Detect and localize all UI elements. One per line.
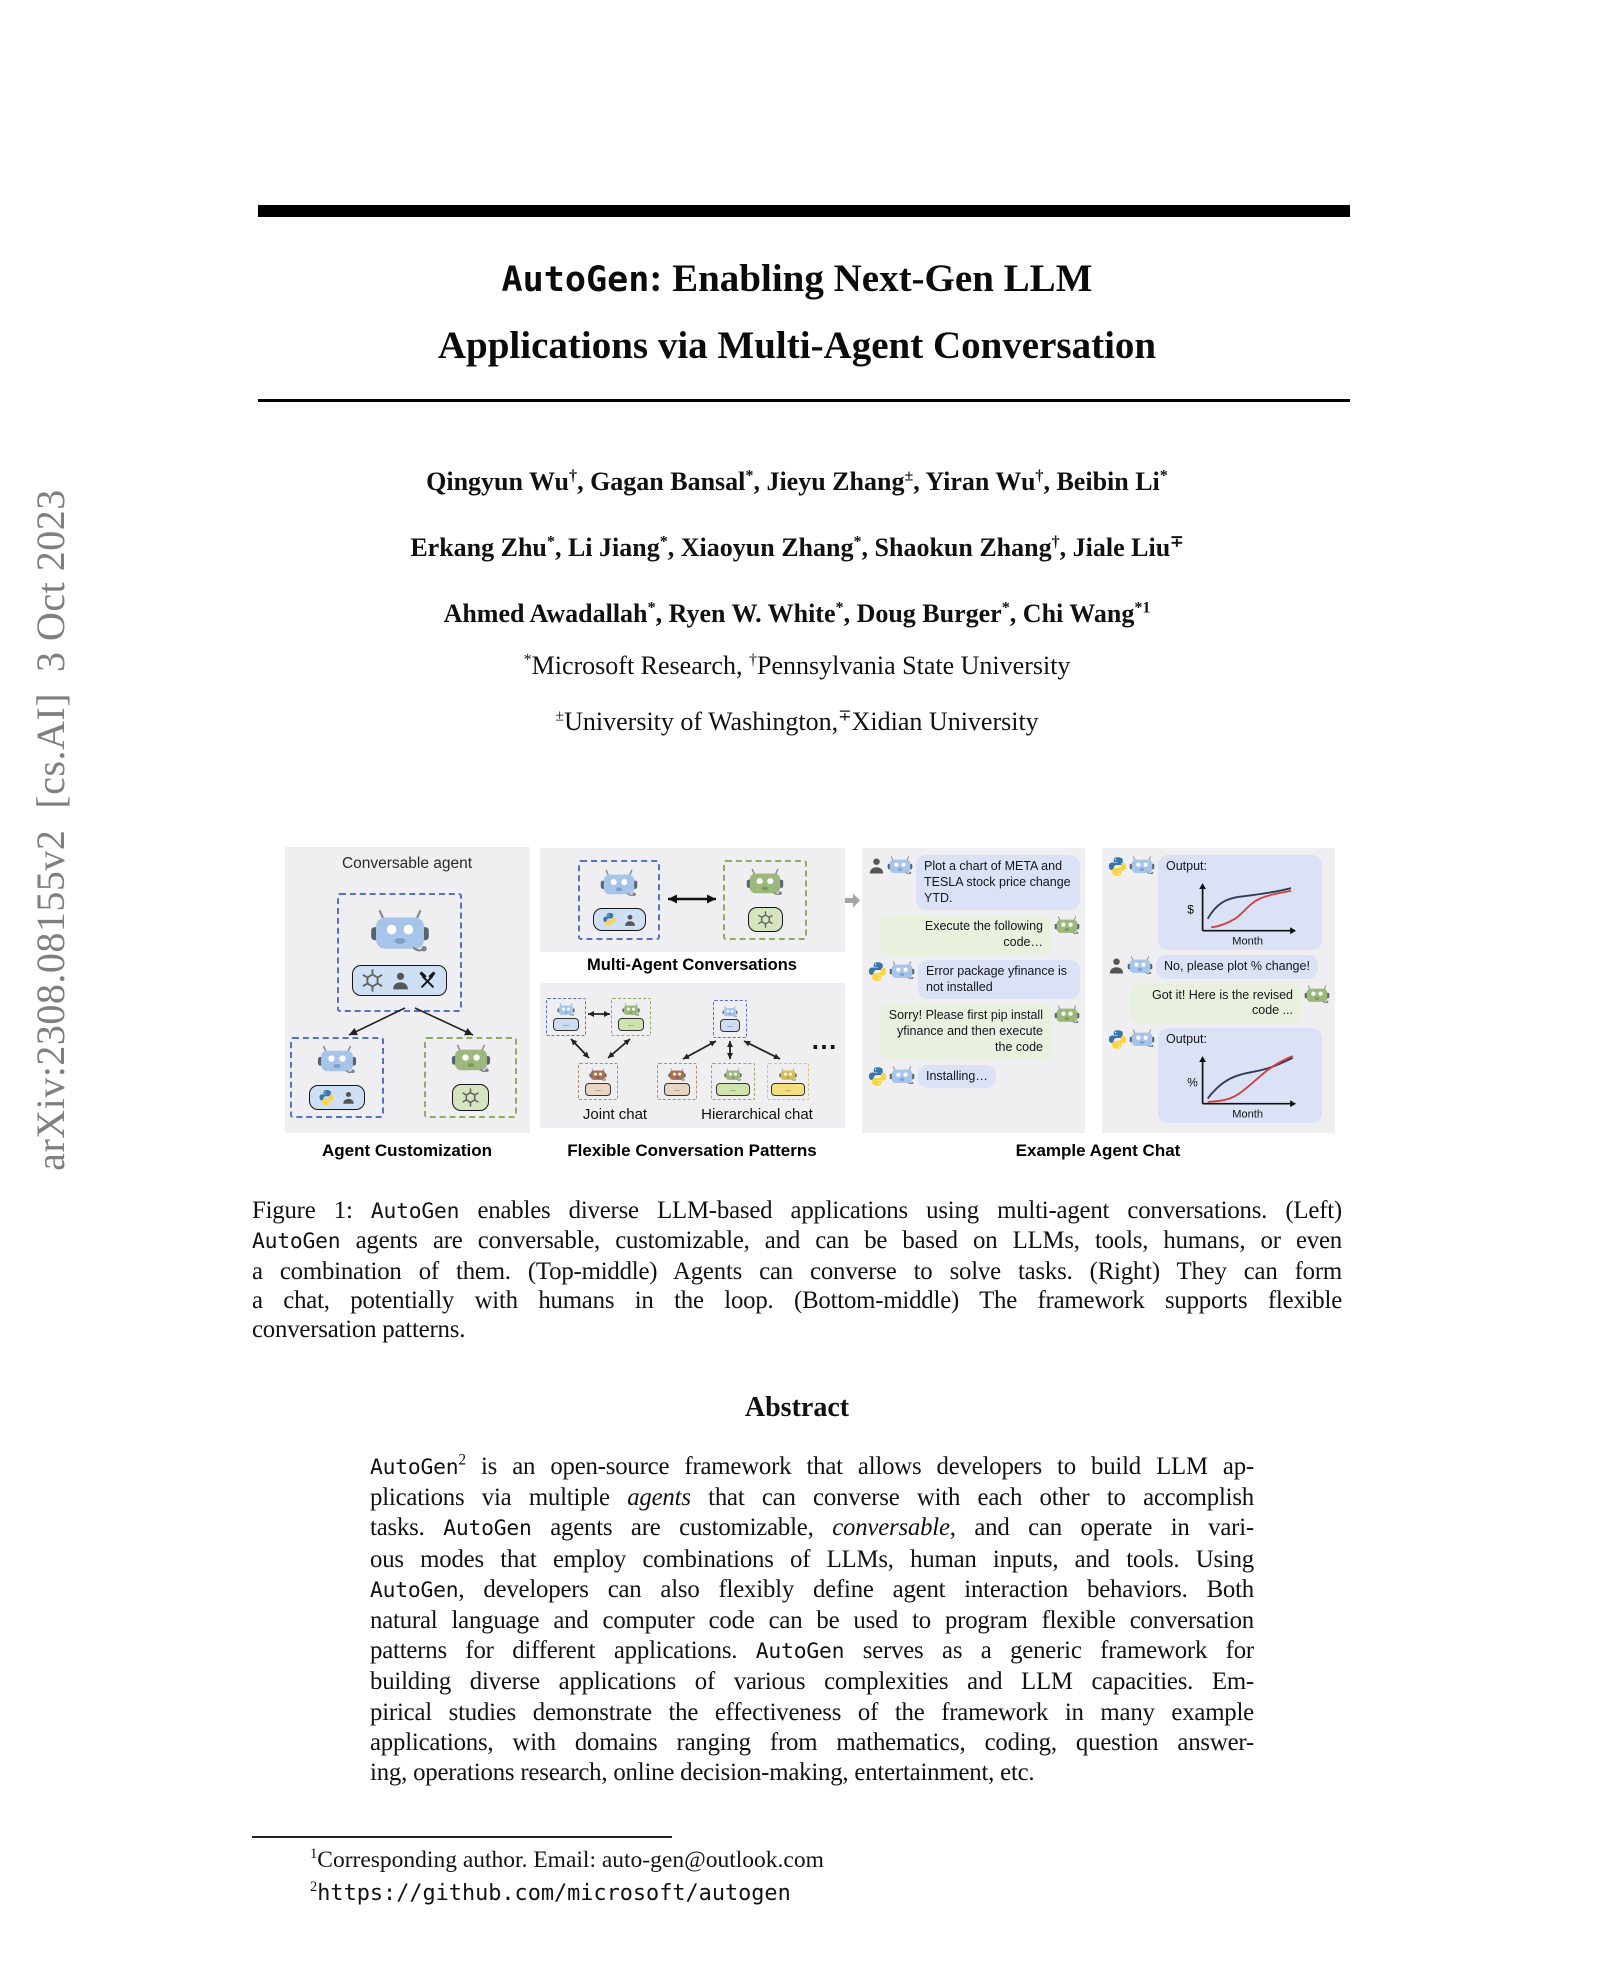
robot-icon-green	[1054, 1005, 1080, 1025]
robot-icon-green	[1304, 985, 1330, 1005]
chat-bubble: Installing…	[918, 1065, 996, 1089]
mini-message: ...	[664, 1083, 690, 1096]
caption-example-chat: Example Agent Chat	[1015, 1141, 1181, 1160]
paper-title-line2: Applications via Multi-Agent Conversation	[437, 324, 1157, 367]
python-icon	[867, 1066, 888, 1087]
chat-bubble: Error package yfinance is not installed	[918, 960, 1080, 1000]
caption-agent-customization: Agent Customization	[322, 1141, 492, 1160]
text-line: tasks. AutoGen agents are customizable, conversable, and can operate in vari-	[370, 1514, 1254, 1542]
paper-title	[252, 246, 1342, 379]
author-name: Ahmed Awadallah	[443, 599, 648, 628]
chat-message	[1107, 955, 1330, 979]
mini-message: ...	[618, 1018, 644, 1031]
person-icon	[623, 913, 637, 927]
robot-icon-blue	[889, 1066, 915, 1086]
chat-bubble: Got it! Here is the revised code ...	[1130, 984, 1301, 1024]
agent-box-green	[723, 860, 807, 940]
tools-icon	[417, 970, 438, 991]
arxiv-watermark: arXiv:2308.08155v2 [cs.AI] 3 Oct 2023	[28, 489, 73, 1171]
author-name: Jieyu Zhang	[766, 467, 905, 496]
conversation-arrow	[663, 890, 721, 908]
robot-icon-blue	[370, 909, 430, 956]
multi-agent-label: Multi-Agent Conversations	[587, 956, 797, 974]
mini-message: ...	[585, 1083, 611, 1096]
openai-icon	[361, 969, 384, 992]
text-line: building diverse applications of various complexities and LLM capacities. Em-	[370, 1668, 1254, 1696]
robot-icon-green	[451, 1044, 491, 1075]
figure-caption	[252, 1196, 1342, 1344]
text-line: patterns for different applications. AutoGen serves as a generic framework for	[370, 1637, 1254, 1665]
text-line: ing, operations research, online decision-making, entertainment, etc.	[370, 1759, 1035, 1787]
footnote: $^1$Corresponding author. Email: auto-gen@outlook.com	[310, 1846, 824, 1873]
text-line: AutoGen agents are conversable, customizable, and can be based on LLMs, tools, humans, or even	[252, 1227, 1342, 1255]
author-list	[252, 452, 1342, 650]
robot-icon-blue	[889, 961, 915, 981]
caption-flexible-patterns: Flexible Conversation Patterns	[567, 1141, 817, 1160]
title-bottom-rule	[258, 399, 1350, 402]
svg-text:$: $	[1187, 902, 1194, 917]
text-line: pirical studies demonstrate the effectiveness of the framework in many example	[370, 1698, 1254, 1726]
author-name: Qingyun Wu	[426, 467, 569, 496]
chat-avatars	[1107, 955, 1153, 976]
chat-message	[1107, 984, 1330, 1024]
python-icon	[318, 1089, 335, 1106]
python-icon	[1107, 1029, 1128, 1050]
person-icon	[390, 970, 411, 991]
capability-pill	[452, 1084, 489, 1111]
agent-box-human-tool	[290, 1037, 384, 1118]
author-line: Erkang Zhu*, Li Jiang*, Xiaoyun Zhang*, Shaokun Zhang†, Jiale Liu∓	[410, 533, 1184, 562]
stock-chart-dollar	[1180, 878, 1300, 946]
joint-chat-label: Joint chat	[582, 1106, 648, 1123]
text-line: plications via multiple agents that can converse with each other to accomplish	[370, 1484, 1254, 1512]
mini-message: ...	[553, 1018, 579, 1031]
conversable-agent-box	[337, 893, 462, 1012]
chat-bubble: Plot a chart of META and TESLA stock price change YTD.	[916, 855, 1080, 910]
author-line: Qingyun Wu†, Gagan Bansal*, Jieyu Zhang±, Yiran Wu†, Beibin Li*	[426, 467, 1168, 496]
chat-bubble: Execute the following code…	[880, 915, 1051, 955]
python-icon	[867, 961, 888, 982]
author-name: Chi Wang	[1022, 599, 1135, 628]
abstract-heading: Abstract	[744, 1392, 850, 1423]
chat-message	[867, 1065, 1080, 1089]
chat-avatars	[867, 855, 913, 876]
customization-arrows	[325, 1006, 490, 1040]
svg-text:Month: Month	[1232, 1108, 1264, 1119]
chat-message	[867, 1004, 1080, 1059]
capability-pill	[748, 907, 783, 932]
robot-icon-blue	[1129, 856, 1155, 876]
robot-icon-blue	[600, 869, 638, 899]
chat-message	[867, 960, 1080, 1000]
author-name: Beibin Li	[1056, 467, 1160, 496]
chat-message	[1107, 855, 1330, 950]
footnotes	[252, 1844, 1342, 1910]
openai-icon	[461, 1088, 480, 1107]
agent-box-blue	[578, 860, 660, 940]
author-name: Shaokun Zhang	[874, 533, 1052, 562]
affiliation-line: *Microsoft Research, †Pennsylvania State University	[523, 651, 1071, 680]
abstract-body	[370, 1452, 1254, 1788]
chat-message	[867, 855, 1080, 910]
openai-icon	[757, 911, 774, 928]
affiliations	[252, 640, 1342, 752]
chat-bubble: Output: % Month	[1158, 1028, 1322, 1123]
robot-icon-blue	[1129, 1029, 1155, 1049]
person-icon	[341, 1090, 356, 1105]
chat-column-2	[1102, 848, 1335, 1133]
text-line: conversation patterns.	[252, 1316, 466, 1344]
footnote: $^2$https://github.com/microsoft/autogen	[310, 1879, 791, 1906]
python-icon	[1107, 856, 1128, 877]
author-name: Doug Burger	[856, 599, 1002, 628]
text-line: a combination of them. (Top-middle) Agents can converse to solve tasks. (Right) They can form	[252, 1257, 1342, 1285]
text-line: Figure 1: AutoGen enables diverse LLM-based applications using multi-agent conversations. (Left)	[252, 1197, 1342, 1224]
text-line: AutoGen$^2$ is an open-source framework that allows developers to build LLM ap-	[370, 1451, 1254, 1480]
flow-arrow-icon	[844, 892, 861, 909]
paper-title-line1: AutoGen: Enabling Next-Gen LLM	[501, 257, 1093, 300]
capability-pill	[352, 965, 447, 996]
agent-box-llm	[424, 1037, 517, 1118]
robot-icon-green	[746, 868, 784, 898]
more-patterns-ellipsis: ⋯	[811, 1031, 838, 1061]
robot-icon-blue	[1127, 956, 1153, 976]
text-line: a chat, potentially with humans in the loop. (Bottom-middle) The framework supports flexible	[252, 1286, 1342, 1314]
chat-column-1	[862, 848, 1085, 1133]
person-icon	[867, 856, 886, 875]
text-line: applications, with domains ranging from mathematics, coding, question answer-	[370, 1728, 1254, 1756]
text-line: AutoGen, developers can also flexibly define agent interaction behaviors. Both	[370, 1575, 1254, 1603]
person-icon	[1107, 956, 1126, 975]
mini-message: ...	[716, 1083, 750, 1096]
chat-avatars	[1304, 984, 1330, 1005]
stock-chart-percent	[1180, 1051, 1300, 1119]
figure-1	[285, 846, 1335, 1160]
chat-avatars	[867, 960, 915, 982]
chat-avatars	[1054, 915, 1080, 936]
author-name: Ryen W. White	[668, 599, 836, 628]
text-line: ous modes that employ combinations of LLMs, human inputs, and tools. Using	[370, 1545, 1254, 1573]
chat-avatars	[867, 1065, 915, 1087]
author-name: Li Jiang	[567, 533, 660, 562]
author-name: Jiale Liu	[1072, 533, 1171, 562]
chat-avatars	[1054, 1004, 1080, 1025]
author-line: Ahmed Awadallah*, Ryen W. White*, Doug Burger*, Chi Wang$^{*1}$	[443, 599, 1151, 628]
python-icon	[602, 912, 617, 927]
author-name: Yiran Wu	[925, 467, 1036, 496]
title-top-rule	[258, 205, 1350, 217]
chat-bubble: Output: $ Month	[1158, 855, 1322, 950]
svg-text:%: %	[1187, 1075, 1198, 1090]
robot-icon-green	[1054, 916, 1080, 936]
chat-bubble: Sorry! Please first pip install yfinance and then execute the code	[880, 1004, 1051, 1059]
author-name: Xiaoyun Zhang	[680, 533, 854, 562]
chat-message	[1107, 1028, 1330, 1123]
author-name: Erkang Zhu	[410, 533, 547, 562]
svg-text:Month: Month	[1232, 935, 1264, 946]
chat-message	[867, 915, 1080, 955]
chat-avatars	[1107, 1028, 1155, 1050]
mini-message: ...	[771, 1083, 805, 1096]
mini-message: ...	[720, 1019, 740, 1032]
chat-avatars	[1107, 855, 1155, 877]
chat-bubble: No, please plot % change!	[1156, 955, 1318, 979]
author-name: Gagan Bansal	[590, 467, 746, 496]
affiliation-line: ±University of Washington,∓Xidian University	[555, 707, 1039, 736]
hierarchical-chat-label: Hierarchical chat	[701, 1106, 813, 1123]
capability-pill	[593, 908, 646, 931]
capability-pill	[309, 1085, 365, 1110]
conversable-agent-label: Conversable agent	[341, 855, 473, 872]
footnote-rule	[252, 1836, 672, 1838]
text-line: natural language and computer code can be used to program flexible conversation	[370, 1607, 1254, 1635]
robot-icon-blue	[317, 1045, 357, 1076]
robot-icon-blue	[887, 856, 913, 876]
